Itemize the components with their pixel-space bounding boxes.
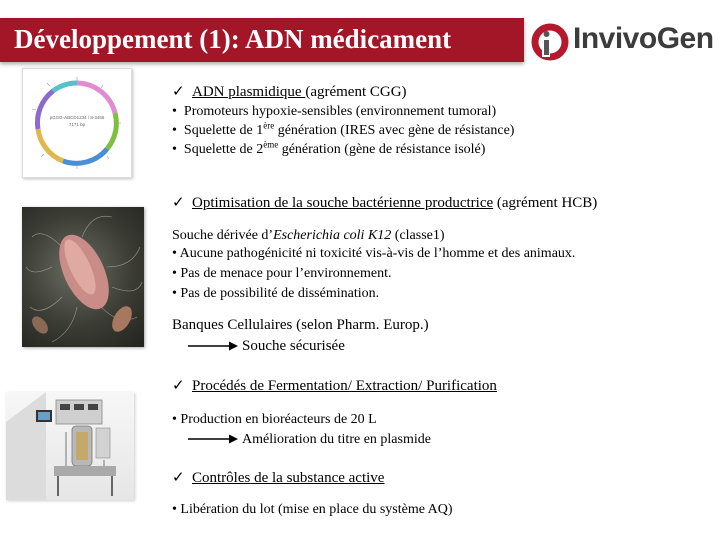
right-arrow-icon (188, 432, 238, 446)
plasmid-name-label: pGGG-ABCD1234 / 8-3456 (49, 115, 105, 120)
cell-banks-line: Banques Cellulaires (selon Pharm. Europ.) (172, 317, 429, 333)
plasmid-map-image (22, 68, 132, 178)
plasmid-size-label: 7171 bp (68, 122, 86, 127)
plasmid-bullet-3: • Squelette de 2ème génération (gène de résistance isolé) (172, 139, 486, 157)
plasmid-bullet-2: • Squelette de 1ère génération (IRES avec gène de résistance) (172, 120, 515, 138)
titer-improvement-result: Amélioration du titre en plasmide (242, 432, 431, 447)
process-bullet: • Production en bioréacteurs de 20 L (172, 412, 377, 427)
logo-name-gen: Gen (656, 22, 714, 55)
checkmark-icon: ✓ (172, 195, 185, 211)
checkmark-icon: ✓ (172, 470, 185, 486)
logo-name-invivo: Invivo (573, 22, 657, 55)
section-strain-heading: ✓ Optimisation de la souche bactérienne productrice (agrément HCB) (172, 195, 598, 211)
strain-origin-line: Souche dérivée d’Escherichia coli K12 (classe1) (172, 228, 445, 243)
bacteria-image (22, 207, 144, 347)
plasmid-map-graphic (23, 69, 131, 177)
checkmark-icon: ✓ (172, 84, 185, 100)
bioreactor-equipment-graphic (6, 392, 134, 500)
strain-bullet-1: • Aucune pathogénicité ni toxicité vis-à-vis de l’homme et des animaux. (172, 246, 576, 261)
bioreactor-image (6, 392, 134, 500)
invivogen-logo (530, 20, 716, 64)
quality-bullet: • Libération du lot (mise en place du système AQ) (172, 502, 453, 517)
slide-title-bar (0, 18, 524, 62)
checkmark-icon: ✓ (172, 378, 185, 394)
strain-bullet-2: • Pas de menace pour l’environnement. (172, 266, 392, 281)
strain-bullet-3: • Pas de possibilité de dissémination. (172, 286, 380, 301)
secure-strain-result: Souche sécurisée (242, 338, 345, 354)
section-process-heading: ✓ Procédés de Fermentation/ Extraction/ Purification (172, 378, 497, 394)
slide-title: Développement (1): ADN médicament (14, 24, 452, 54)
right-arrow-icon (188, 339, 238, 353)
plasmid-bullet-1: • Promoteurs hypoxie-sensibles (environnement tumoral) (172, 104, 497, 119)
section-plasmid-heading: ✓ ADN plasmidique (agrément CGG) (172, 84, 407, 100)
section-quality-heading: ✓ Contrôles de la substance active (172, 470, 385, 486)
ecoli-bacteria-graphic (22, 207, 144, 347)
invivogen-emblem-icon (530, 20, 574, 64)
